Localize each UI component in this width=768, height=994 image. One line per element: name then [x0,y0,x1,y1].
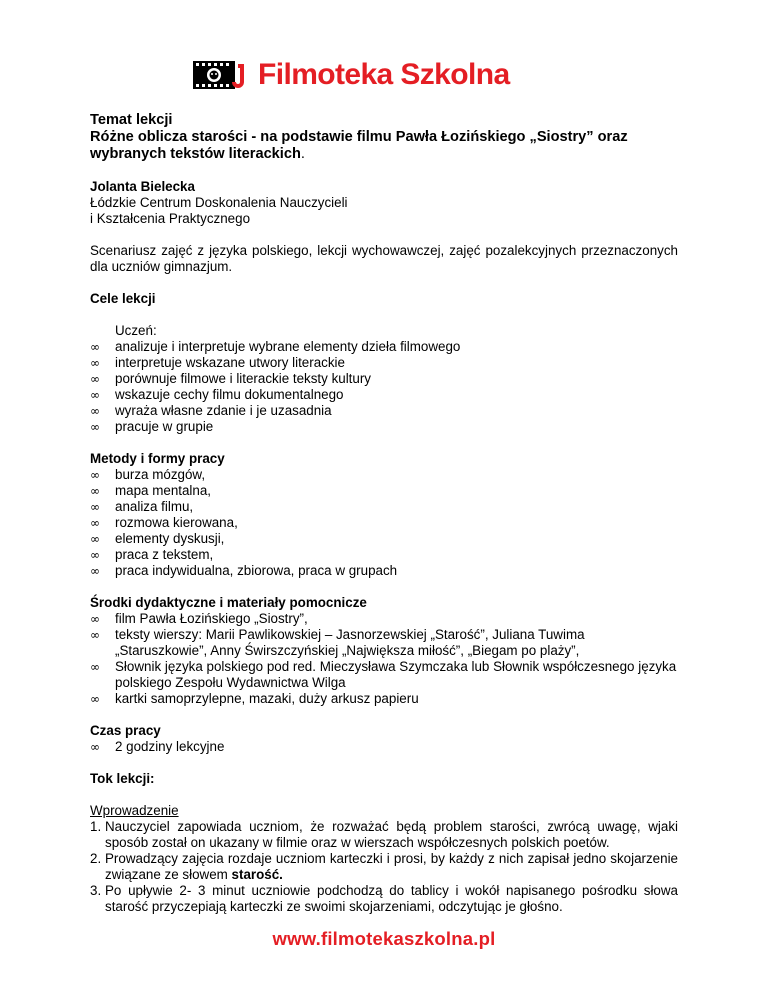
brand-logo [192,58,510,92]
list-item: ∞ mapa mentalna, [90,483,678,499]
time-heading: Czas pracy [90,723,161,738]
methods-list [90,467,678,579]
materials-list [90,611,678,707]
list-item: ∞ analizuje i interpretuje wybrane elementy dzieła filmowego [90,339,678,355]
section-introduction: Wprowadzenie [90,803,179,818]
time-list [90,739,678,755]
list-item: ∞ Słownik języka polskiego pod red. Mieczysława Szymczaka lub Słownik współczesnego języka polskiego Zespołu Wydawnictwa Wilga [90,659,678,691]
topic-title-end: . [300,146,305,162]
step-text: Nauczyciel zapowiada uczniom, że rozważać będą problem starości, zwrócą uwagę, wjaki sposób został on ukazany w filmie oraz w wierszach współczesnych polskich poetów. [105,819,678,850]
step-number: 2. [90,851,102,866]
step-number: 1. [90,819,102,834]
author-institution-line1: Łódzkie Centrum Doskonalenia Nauczycieli [90,195,348,210]
list-item: ∞ elementy dyskusji, [90,531,678,547]
step-item [90,819,678,851]
step-item [90,851,678,883]
lesson-content [90,112,678,915]
author-institution-line2: i Kształcenia Praktycznego [90,211,251,226]
course-heading: Tok lekcji: [90,771,155,786]
list-item: ∞ porównuje filmowe i literackie teksty kultury [90,371,678,387]
step-text: Prowadzący zajęcia rozdaje uczniom karteczki i prosi, by każdy z nich zapisał jedno skojarzenie związane ze słowem [105,851,678,882]
list-item: ∞ pracuje w grupie [90,419,678,435]
list-item: ∞ 2 godziny lekcyjne [90,739,678,755]
goals-list [90,339,678,435]
list-item: ∞ wskazuje cechy filmu dokumentalnego [90,387,678,403]
list-item: ∞ praca indywidualna, zbiorowa, praca w grupach [90,563,678,579]
methods-heading: Metody i formy pracy [90,451,225,466]
materials-heading: Środki dydaktyczne i materiały pomocnicze [90,595,367,610]
list-item: ∞ interpretuje wskazane utwory literackie [90,355,678,371]
list-item: ∞ rozmowa kierowana, [90,515,678,531]
goals-heading: Cele lekcji [90,291,156,306]
list-item: ∞ praca z tekstem, [90,547,678,563]
list-item: ∞ analiza filmu, [90,499,678,515]
course-steps [90,819,678,915]
film-reel-logo-icon [192,58,256,92]
topic-label: Temat lekcji [90,112,173,128]
step-item [90,883,678,915]
step-number: 3. [90,883,102,898]
topic-title [90,129,678,163]
logo-wordmark: Filmoteka Szkolna [258,58,510,91]
goals-lead: Uczeń: [115,323,157,338]
list-item: ∞ teksty wierszy: Marii Pawlikowskiej – Jasnorzewskiej „Starość”, Juliana Tuwima „Staruszkowie”, Anny Świrszczyńskiej „Największa miłość”, „Biegam po plaży”, [90,627,678,659]
list-item: ∞ kartki samoprzylepne, mazaki, duży arkusz papieru [90,691,678,707]
footer-url[interactable]: www.filmotekaszkolna.pl [272,928,496,949]
author-name: Jolanta Bielecka [90,179,195,194]
list-item: ∞ film Pawła Łozińskiego „Siostry”, [90,611,678,627]
list-item: ∞ wyraża własne zdanie i je uzasadnia [90,403,678,419]
step-keyword: starość. [231,867,283,882]
topic-title-text: Różne oblicza starości - na podstawie filmu Pawła Łozińskiego „Siostry” oraz wybranych tekstów literackich [90,129,628,162]
list-item: ∞ burza mózgów, [90,467,678,483]
intro-paragraph: Scenariusz zajęć z języka polskiego, lekcji wychowawczej, zajęć pozalekcyjnych przeznaczonych dla uczniów gimnazjum. [90,243,678,274]
step-text: Po upływie 2- 3 minut uczniowie podchodzą do tablicy i wokół napisanego pośrodku słowa starość przyczepiają karteczki ze swoimi skojarzeniami, odczytując je głośno. [105,883,678,914]
